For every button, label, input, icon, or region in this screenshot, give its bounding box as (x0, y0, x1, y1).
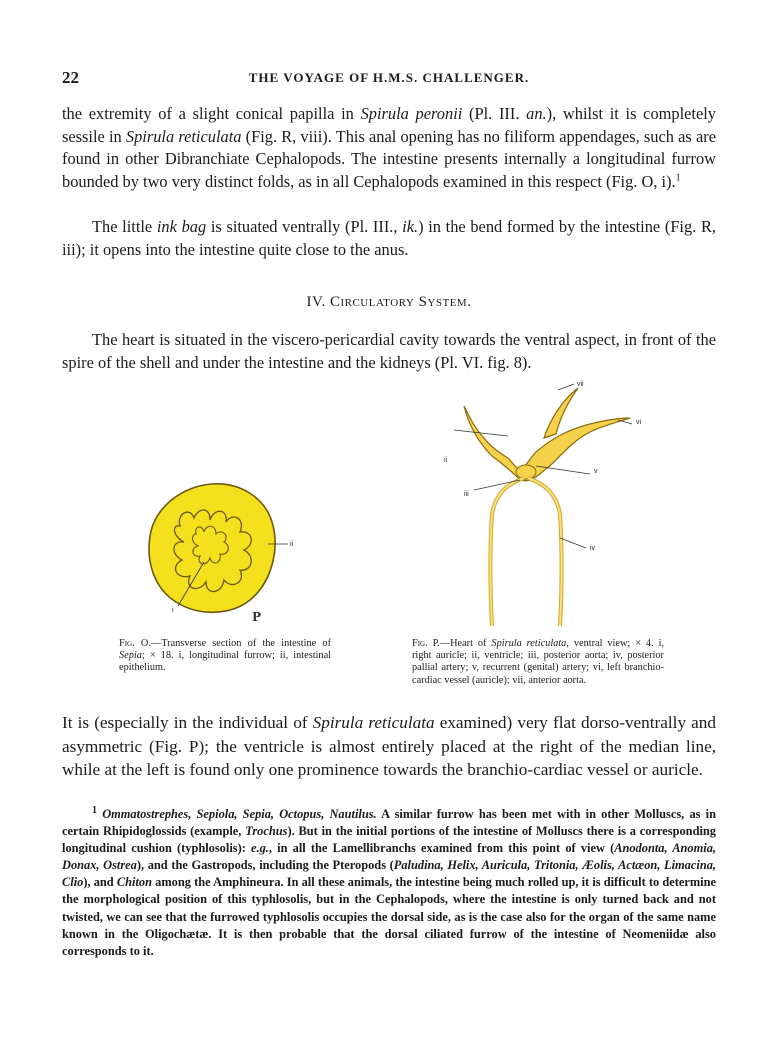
text-run: ), whilst it is completely sessile in (62, 104, 716, 146)
label-iii: iii (464, 491, 469, 498)
label-vi: vi (636, 419, 642, 426)
section-title: Circulatory System. (329, 294, 472, 310)
label-iv: iv (590, 545, 596, 552)
caption-label: Fig. O. (119, 638, 151, 649)
paragraph-heart-text: The heart is situated in the viscero-pericardial cavity towards the ventral aspect, in front of the spire of the shell and under the intestine and the kidneys (Pl. VI. fig. 8). (62, 330, 716, 372)
heart-body (464, 388, 630, 481)
taxon-list: Paludina, Helix, Auricula, Tritonia, Æolis, Actæon, Limacina, Clio (62, 858, 716, 890)
caption-text: ; × 18. i, longitudinal furrow; ii, intestinal epithelium. (119, 650, 331, 674)
signature-mark: P (252, 610, 262, 624)
leader-line-vii (558, 384, 574, 390)
figure-o-illustration (140, 478, 310, 628)
label-ii: ii (290, 541, 294, 548)
text-run: The little (92, 217, 157, 236)
text-run: ) in the bend formed by the intestine (Fig. R, iii); it opens into the intestine quite close to the anus. (62, 217, 716, 259)
taxon-name: Spirula peronii (360, 104, 463, 123)
page-number: 22 (62, 68, 79, 87)
taxon-name: Trochus (245, 824, 288, 839)
taxon-name: Spirula reticulata (312, 713, 435, 732)
page-header (62, 68, 716, 92)
aorta-arch-right-inner (528, 478, 562, 626)
text-run: the extremity of a slight conical papilla in (62, 104, 361, 123)
text-run: (Pl. III. (462, 104, 527, 123)
plate-abbrev: an. (526, 104, 547, 123)
ventricle (516, 465, 536, 479)
figure-p-illustration (440, 378, 660, 628)
caption-label: Fig. P. (412, 638, 440, 649)
taxon-list: Anodonta, Anomia, Donax, Ostrea (62, 841, 716, 873)
taxon-name: Spirula reticulata (125, 126, 242, 146)
caption-text: , ventral view; × 4. i, right auricle; ii, ventricle; iii, posterior aorta; iv, posterior pallial artery; v, recurrent (genital) artery; vi, left branchio-cardiac vessel (auricle); vii, anterior aorta. (412, 638, 665, 686)
text-run: , in all the Lamellibranchs examined from this point of view ( (268, 841, 615, 856)
taxon-list: Ommatostrephes, Sepiola, Sepia, Octopus, Nautilus. (102, 807, 377, 821)
text-run: among the Amphineura. In all these animals, the intestine being much rolled up, it is difficult to determine the morphological position of this typhlosolis, but in the Cephalopods, where the intestine is only turned back and not twisted, we can see that the furrowed typhlosolis occupies the dorsal side, as is the case also for the organ of the same name known in the Oligochætæ. It is then probable that the dorsal ciliated furrow of the intestine of Neomeniidæ also corresponds to it. (62, 875, 716, 958)
aorta-arch-inner (491, 478, 525, 626)
abbrev: e.g. (251, 841, 269, 856)
text-run: It is (especially in the individual of (62, 713, 313, 732)
section-numeral: IV. (306, 294, 326, 310)
leader-line-vi (618, 420, 632, 424)
label-ii: ii (444, 457, 448, 464)
paragraph-asymmetry (62, 711, 716, 782)
text-run: (Fig. R, viii). This anal opening has no filiform appendages, such as are found in other Dibranchiate Cephalopods. The intestine presents internally a longitudinal furrow bounded by two very distinct folds, as in all Cephalopods examined in this respect (Fig. O, i). (62, 126, 716, 191)
taxon-name: Sepia (119, 650, 142, 662)
text-run: ), and the Gastropods, including the Pteropods ( (136, 858, 394, 873)
taxon-name: Chiton (116, 875, 152, 890)
text-run: examined) very flat dorso-ventrally and asymmetric (Fig. P); the ventricle is almost entirely placed at the right of the median line, while at the left is found only one prominence towards the branchio-cardiac vessel or auricle. (62, 713, 716, 779)
text-run: ), and (83, 875, 117, 890)
figure-o-caption (119, 638, 331, 675)
label-v: v (594, 468, 598, 475)
text-run: ). But in the initial portions of the intestine of Molluscs there is a corresponding longitudinal cushion (typhlosolis): (62, 824, 716, 856)
leader-line-iv (560, 538, 586, 548)
paragraph-ink-bag (62, 216, 716, 261)
footnote (62, 806, 716, 960)
label-vii: vii (577, 381, 584, 388)
section-heading (62, 294, 716, 311)
paragraph-heart (62, 329, 716, 374)
label-i: i (172, 607, 174, 614)
footnote-marker: 1 (92, 804, 97, 816)
text-run: A similar furrow has been met with in other Molluscs, as in certain Rhipidoglossids (example, (62, 807, 716, 839)
paragraph-anal-opening (62, 103, 716, 193)
running-title: THE VOYAGE OF H.M.S. CHALLENGER. (248, 70, 530, 85)
term-italic: ink bag (156, 217, 207, 236)
footnote-reference[interactable]: 1 (675, 172, 681, 184)
caption-text: —Transverse section of the intestine of (150, 638, 331, 649)
figure-p-caption (412, 638, 664, 687)
text-run: is situated ventrally (Pl. III., (206, 217, 403, 236)
plate-abbrev: ik. (402, 217, 419, 236)
caption-text: —Heart of (439, 638, 492, 649)
taxon-name: Spirula reticulata (491, 638, 567, 649)
intestine-section (149, 484, 275, 612)
